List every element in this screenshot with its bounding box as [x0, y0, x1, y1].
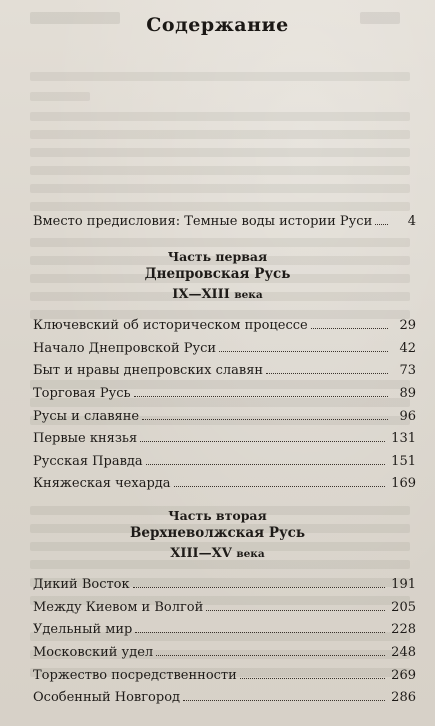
century-numerals: IX—XIII: [172, 287, 230, 302]
toc-entry-label: Быт и нравы днепровских славян: [33, 363, 264, 378]
toc-entry[interactable]: [33, 363, 416, 379]
part-label: Часть вторая: [168, 508, 267, 523]
part-two-heading: [0, 508, 435, 562]
toc-page-number: 248: [391, 645, 416, 660]
toc-entry-label: Особенный Новгород: [33, 690, 181, 705]
dot-leader: [134, 396, 388, 397]
dot-leader: [135, 632, 385, 633]
toc-entry[interactable]: [33, 454, 416, 470]
toc-entry[interactable]: [33, 386, 416, 402]
dot-leader: [266, 373, 388, 374]
toc-entry[interactable]: [33, 409, 416, 425]
toc-page-number: 269: [391, 668, 416, 683]
toc-entry-label: Московский удел: [33, 645, 154, 660]
toc-page-number: 89: [399, 386, 416, 401]
toc-entry-label: Начало Днепровской Руси: [33, 341, 217, 356]
dot-leader: [240, 678, 385, 679]
century-unit: века: [236, 548, 265, 560]
part-one-heading: [0, 249, 435, 303]
toc-entry-label: Русская Правда: [33, 454, 143, 469]
toc-entry[interactable]: [33, 645, 416, 661]
part-label: Часть первая: [167, 249, 268, 264]
page-title: Содержание: [146, 14, 289, 36]
toc-entry-label: Княжеская чехарда: [33, 476, 171, 491]
dot-leader: [206, 610, 385, 611]
dot-leader: [311, 328, 388, 329]
century-range: [0, 546, 435, 562]
dot-leader: [375, 224, 388, 225]
century-unit: века: [234, 289, 263, 301]
toc-entry[interactable]: [33, 577, 416, 593]
toc-entry-preface[interactable]: [33, 214, 416, 230]
toc-entry-label: Вместо предисловия: Темные воды истории Руси: [33, 214, 373, 229]
toc-page-number: 228: [391, 622, 416, 637]
toc-page-number: 286: [391, 690, 416, 705]
toc-entry[interactable]: [33, 690, 416, 706]
part-title: Днепровская Русь: [144, 266, 291, 282]
dot-leader: [140, 441, 385, 442]
toc-entry[interactable]: [33, 318, 416, 334]
toc-page-number: 151: [391, 454, 416, 469]
toc-entry-label: Торжество посредственности: [33, 668, 237, 683]
toc-entry-label: Дикий Восток: [33, 577, 130, 592]
toc-page-number: 42: [399, 341, 416, 356]
dot-leader: [219, 351, 388, 352]
toc-entry-label: Торговая Русь: [33, 386, 131, 401]
century-range: [0, 287, 435, 303]
toc-page-number: 131: [391, 431, 416, 446]
toc-entry[interactable]: [33, 431, 416, 447]
toc-entry[interactable]: [33, 668, 416, 684]
toc-entry-label: Удельный мир: [33, 622, 133, 637]
toc-page-number: 73: [399, 363, 416, 378]
part-title: Верхневолжская Русь: [129, 525, 306, 541]
toc-entry[interactable]: [33, 476, 416, 492]
toc-entry[interactable]: [33, 600, 416, 616]
toc-page-number: 205: [391, 600, 416, 615]
dot-leader: [146, 464, 386, 465]
toc-page-number: 96: [399, 409, 416, 424]
toc-page-number: 29: [399, 318, 416, 333]
toc-entry-label: Русы и славяне: [33, 409, 140, 424]
dot-leader: [142, 419, 388, 420]
toc-page-number: 191: [391, 577, 416, 592]
dot-leader: [183, 700, 385, 701]
toc-entry-label: Первые князья: [33, 431, 138, 446]
dot-leader: [156, 655, 385, 656]
toc-page-number: 4: [407, 214, 416, 229]
dot-leader: [133, 587, 386, 588]
dot-leader: [174, 486, 386, 487]
toc-entry[interactable]: [33, 622, 416, 638]
toc-page-number: 169: [391, 476, 416, 491]
toc-entry-label: Ключевский об историческом процессе: [33, 318, 308, 333]
century-numerals: XIII—XV: [170, 546, 232, 561]
toc-entry-label: Между Киевом и Волгой: [33, 600, 204, 615]
toc-entry[interactable]: [33, 341, 416, 357]
